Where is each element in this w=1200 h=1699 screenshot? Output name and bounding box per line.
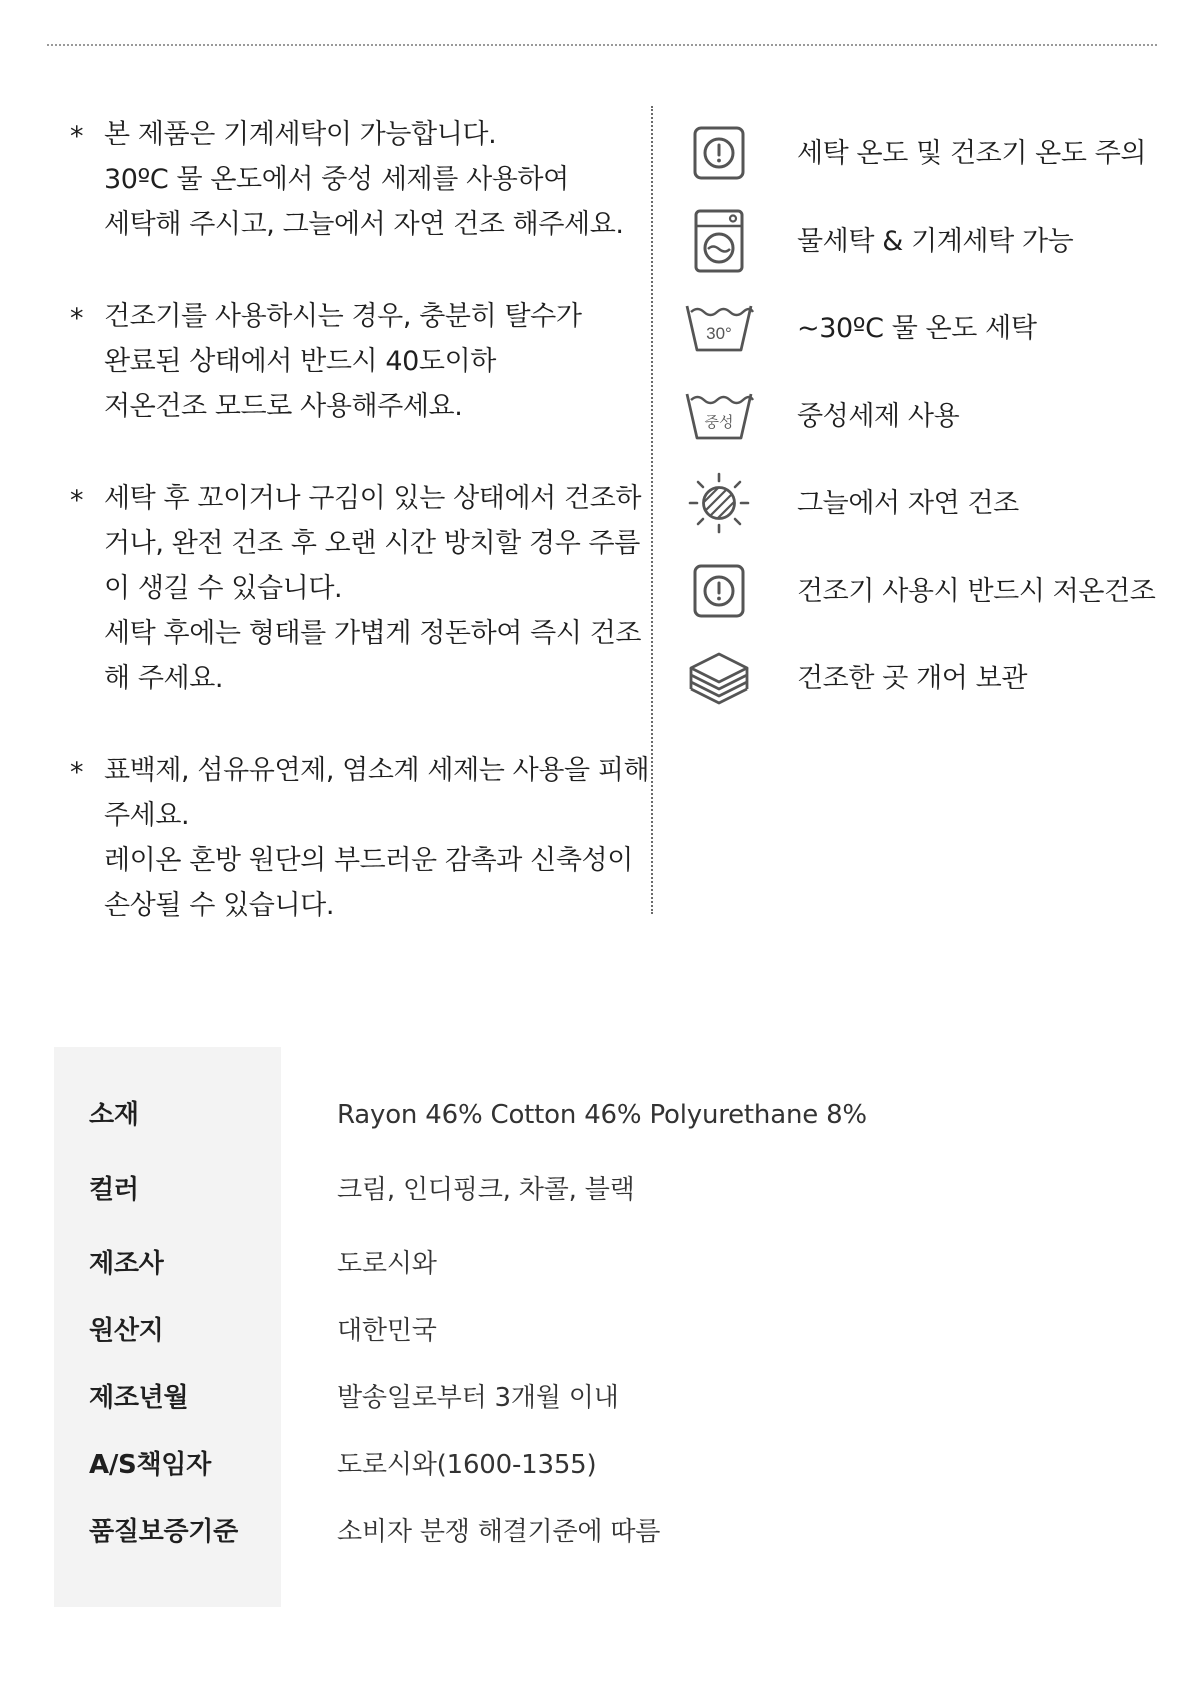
spec-row bbox=[54, 1376, 1154, 1420]
spec-value: Rayon 46% Cotton 46% Polyurethane 8% bbox=[337, 1100, 867, 1130]
note-bullet: * bbox=[70, 303, 84, 334]
spec-value: 도로시와(1600-1355) bbox=[337, 1450, 597, 1480]
warning-square-icon bbox=[680, 118, 758, 188]
folded-stack-glyph bbox=[685, 648, 753, 708]
note-line: 세탁해 주시고, 그늘에서 자연 건조 해주세요. bbox=[104, 209, 624, 240]
note-line: 본 제품은 기계세탁이 가능합니다. bbox=[104, 119, 497, 150]
top-dotted-divider bbox=[47, 44, 1157, 46]
care-symbols bbox=[680, 118, 1180, 731]
spec-row bbox=[54, 1309, 1154, 1353]
note-line: 거나, 완전 건조 후 오랜 시간 방치할 경우 주름 bbox=[104, 528, 640, 559]
spec-row bbox=[54, 1168, 1154, 1212]
spec-value: 크림, 인디핑크, 차콜, 블랙 bbox=[337, 1175, 635, 1205]
care-label: 건조기 사용시 반드시 저온건조 bbox=[797, 575, 1156, 607]
washing-machine-glyph bbox=[689, 208, 749, 274]
care-label: 건조한 곳 개어 보관 bbox=[797, 663, 1028, 694]
note-line: 30ºC 물 온도에서 중성 세제를 사용하여 bbox=[104, 164, 569, 195]
wash-tub-30-glyph bbox=[684, 302, 754, 354]
note-bullet: * bbox=[70, 121, 84, 152]
care-note bbox=[70, 476, 642, 701]
wash-tub-temp-text: 30° bbox=[706, 324, 732, 343]
note-line: 레이온 혼방 원단의 부드러운 감촉과 신축성이 bbox=[104, 845, 633, 876]
note-line: 주세요. bbox=[104, 800, 190, 831]
washing-machine-icon bbox=[680, 206, 758, 276]
note-bullet: * bbox=[70, 485, 84, 516]
care-item bbox=[680, 206, 1180, 294]
care-note bbox=[70, 748, 650, 928]
vertical-dotted-divider bbox=[651, 106, 653, 914]
note-bullet: * bbox=[70, 757, 84, 788]
wash-tub-neutral-glyph bbox=[684, 390, 754, 442]
note-line: 완료된 상태에서 반드시 40도이하 bbox=[104, 346, 496, 377]
note-line: 손상될 수 있습니다. bbox=[104, 890, 335, 921]
care-item bbox=[680, 468, 1180, 556]
spec-row bbox=[54, 1510, 1154, 1554]
spec-key: A/S책임자 bbox=[89, 1450, 211, 1480]
care-label: 중성세제 사용 bbox=[797, 400, 960, 432]
wash-tub-neutral-detergent-icon bbox=[680, 381, 758, 451]
spec-key: 소재 bbox=[89, 1100, 139, 1130]
spec-value: 도로시와 bbox=[337, 1249, 437, 1279]
care-note bbox=[70, 112, 630, 247]
spec-key: 제조사 bbox=[89, 1249, 164, 1279]
note-line: 해 주세요. bbox=[104, 663, 224, 694]
note-line: 저온건조 모드로 사용해주세요. bbox=[104, 391, 463, 422]
care-item bbox=[680, 556, 1180, 644]
note-line: 세탁 후 꼬이거나 구김이 있는 상태에서 건조하 bbox=[104, 483, 642, 514]
note-line: 세탁 후에는 형태를 가볍게 정돈하여 즉시 건조 bbox=[104, 618, 642, 649]
spec-row bbox=[54, 1443, 1154, 1487]
wash-tub-30-icon bbox=[680, 293, 758, 363]
care-item bbox=[680, 381, 1180, 469]
spec-key: 품질보증기준 bbox=[89, 1517, 238, 1547]
care-item bbox=[680, 118, 1180, 206]
note-line: 이 생길 수 있습니다. bbox=[104, 573, 343, 604]
spec-value: 소비자 분쟁 해결기준에 따름 bbox=[337, 1517, 661, 1547]
warning-square-icon bbox=[680, 556, 758, 626]
care-label: 물세탁 & 기계세탁 가능 bbox=[797, 225, 1074, 257]
shade-dry-icon bbox=[680, 468, 758, 538]
note-line: 표백제, 섬유유연제, 염소계 세제는 사용을 피해 bbox=[104, 755, 650, 786]
care-item bbox=[680, 293, 1180, 381]
care-label: ~30ºC 물 온도 세탁 bbox=[797, 313, 1037, 344]
care-item bbox=[680, 643, 1180, 731]
care-label: 세탁 온도 및 건조기 온도 주의 bbox=[797, 138, 1147, 169]
spec-key: 제조년월 bbox=[89, 1383, 189, 1413]
warning-square-glyph bbox=[689, 561, 749, 621]
spec-key: 원산지 bbox=[89, 1316, 164, 1346]
care-note bbox=[70, 294, 630, 429]
care-notes bbox=[70, 112, 650, 975]
product-spec-table bbox=[54, 1047, 1154, 1607]
spec-row bbox=[54, 1242, 1154, 1286]
spec-value: 대한민국 bbox=[337, 1316, 437, 1346]
care-label: 그늘에서 자연 건조 bbox=[797, 488, 1019, 519]
spec-value: 발송일로부터 3개월 이내 bbox=[337, 1383, 619, 1413]
shade-dry-glyph bbox=[686, 470, 752, 536]
spec-key: 컬러 bbox=[89, 1175, 139, 1205]
folded-stack-icon bbox=[680, 643, 758, 713]
warning-square-glyph bbox=[689, 123, 749, 183]
wash-tub-detergent-text: 중성 bbox=[704, 412, 734, 431]
spec-row bbox=[54, 1093, 1154, 1137]
note-line: 건조기를 사용하시는 경우, 충분히 탈수가 bbox=[104, 301, 582, 332]
